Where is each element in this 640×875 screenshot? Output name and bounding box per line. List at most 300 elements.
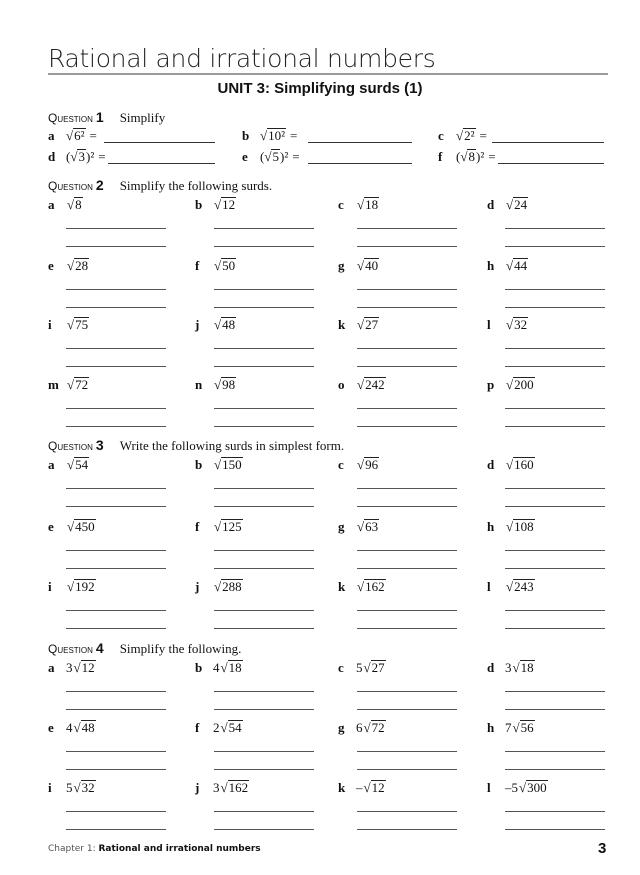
item-label: l (487, 780, 491, 795)
answer-line[interactable] (66, 307, 166, 308)
radical-sign-icon: √ (220, 720, 228, 735)
item-label: p (487, 377, 495, 392)
answer-line[interactable] (66, 751, 166, 752)
item-label: b (195, 660, 203, 675)
answer-line[interactable] (357, 811, 457, 812)
radical-sign-icon: √ (214, 457, 222, 472)
answer-line[interactable] (214, 751, 314, 752)
answer-line[interactable] (505, 348, 605, 349)
radicand: 48 (222, 317, 236, 332)
radicand: 72 (371, 720, 385, 735)
radical-sign-icon: √ (70, 149, 78, 164)
item-label: i (48, 780, 52, 795)
radical-sign-icon: √ (214, 579, 222, 594)
question-item (487, 659, 535, 677)
answer-line[interactable] (505, 506, 605, 507)
item-label: h (487, 258, 495, 273)
item-label: a (48, 457, 55, 472)
answer-line[interactable] (66, 811, 166, 812)
answer-line[interactable] (505, 366, 605, 367)
answer-line[interactable] (66, 408, 166, 409)
answer-line[interactable] (66, 366, 166, 367)
question-item (48, 779, 96, 797)
surd-expression (505, 659, 535, 677)
radical-sign-icon: √ (67, 519, 75, 534)
question-number: 4 (95, 640, 104, 656)
question-item (195, 518, 243, 536)
surd-expression (505, 779, 548, 797)
question-item (242, 148, 300, 166)
radical-sign-icon: √ (357, 519, 365, 534)
radical-sign-icon: √ (506, 258, 514, 273)
answer-line[interactable] (66, 709, 166, 710)
question-item (487, 719, 535, 737)
item-label: f (195, 720, 200, 735)
chapter-title: Rational and irrational numbers (48, 44, 436, 73)
surd-expression (213, 518, 243, 536)
question-number: 2 (95, 177, 104, 193)
radical-sign-icon: √ (357, 579, 365, 594)
radical-sign-icon: √ (264, 149, 272, 164)
radical-sign-icon: √ (506, 317, 514, 332)
question-item (48, 659, 96, 677)
radical-sign-icon: √ (67, 317, 75, 332)
surd-expression (356, 779, 386, 797)
surd-expression (456, 148, 496, 166)
item-label: k (338, 317, 346, 332)
question-item (487, 518, 535, 536)
question-item (48, 578, 96, 596)
answer-line[interactable] (357, 348, 457, 349)
answer-line[interactable] (357, 228, 457, 229)
radicand: 150 (222, 457, 242, 472)
answer-line[interactable] (505, 568, 605, 569)
question-item (48, 518, 96, 536)
radical-sign-icon: √ (220, 780, 228, 795)
item-label: i (48, 317, 52, 332)
surd-expression (356, 376, 386, 394)
answer-line[interactable] (214, 829, 314, 830)
radicand: 12 (371, 780, 385, 795)
radicand: 6² (74, 128, 85, 143)
coefficient: 4 (213, 660, 220, 675)
radicand: 40 (365, 258, 379, 273)
answer-line[interactable] (357, 628, 457, 629)
question-item (195, 257, 236, 275)
surd-expression (356, 316, 379, 334)
surd-expression (66, 257, 89, 275)
answer-line[interactable] (66, 289, 166, 290)
answer-line[interactable] (214, 769, 314, 770)
answer-line[interactable] (357, 829, 457, 830)
radicand: 18 (365, 197, 379, 212)
surd-expression (356, 719, 386, 737)
coefficient: –5 (505, 780, 518, 795)
item-label: g (338, 519, 345, 534)
question-item (195, 456, 243, 474)
radicand: 2² (464, 128, 475, 143)
surd-expression (213, 196, 236, 214)
footer-chapter-name: Rational and irrational numbers (98, 844, 261, 854)
answer-line[interactable] (66, 568, 166, 569)
answer-line[interactable] (505, 408, 605, 409)
answer-line[interactable] (214, 246, 314, 247)
item-label: b (195, 197, 203, 212)
surd-expression (260, 148, 300, 166)
equals-sign: = (479, 128, 487, 143)
surd-expression (505, 578, 535, 596)
answer-line[interactable] (308, 142, 412, 143)
radical-sign-icon: √ (73, 660, 81, 675)
answer-line[interactable] (357, 488, 457, 489)
answer-line[interactable] (66, 228, 166, 229)
radicand: 162 (228, 780, 249, 795)
surd-expression (505, 376, 535, 394)
answer-line[interactable] (66, 506, 166, 507)
answer-line[interactable] (505, 751, 605, 752)
radicand: 200 (514, 377, 534, 392)
question-item (195, 316, 236, 334)
question-item (438, 148, 496, 166)
item-label: k (338, 579, 346, 594)
radicand: 162 (365, 579, 385, 594)
answer-line[interactable] (357, 550, 457, 551)
surd-expression (505, 196, 528, 214)
item-label: a (48, 197, 55, 212)
item-label: b (195, 457, 203, 472)
answer-line[interactable] (498, 163, 604, 164)
radicand: 96 (365, 457, 379, 472)
item-label: e (242, 149, 248, 164)
radicand: 5 (272, 149, 279, 164)
question-item (48, 316, 89, 334)
question-number: 1 (95, 109, 104, 125)
radicand: 10² (268, 128, 286, 143)
answer-line[interactable] (66, 488, 166, 489)
answer-line[interactable] (505, 426, 605, 427)
surd-expression (66, 376, 89, 394)
radical-sign-icon: √ (67, 197, 75, 212)
coefficient: 2 (213, 720, 220, 735)
answer-line[interactable] (214, 811, 314, 812)
footer-chapter (48, 844, 261, 854)
answer-line[interactable] (505, 488, 605, 489)
item-label: i (48, 579, 52, 594)
radicand: 54 (228, 720, 242, 735)
answer-line[interactable] (357, 506, 457, 507)
surd-expression (213, 257, 236, 275)
radical-sign-icon: √ (214, 258, 222, 273)
open-paren: ( (66, 149, 71, 164)
radicand: 24 (514, 197, 528, 212)
surd-expression (356, 456, 379, 474)
item-label: e (48, 258, 54, 273)
answer-line[interactable] (214, 366, 314, 367)
radical-sign-icon: √ (220, 660, 228, 675)
answer-line[interactable] (66, 426, 166, 427)
radicand: 300 (527, 780, 547, 795)
radicand: 192 (75, 579, 95, 594)
radical-sign-icon: √ (512, 660, 520, 675)
question-item (48, 127, 97, 145)
answer-line[interactable] (505, 228, 605, 229)
surd-expression (356, 518, 379, 536)
answer-line[interactable] (357, 568, 457, 569)
radicand: 160 (514, 457, 534, 472)
radicand: 3 (78, 149, 85, 164)
answer-line[interactable] (66, 628, 166, 629)
surd-expression (356, 196, 379, 214)
radicand: 48 (81, 720, 95, 735)
radicand: 242 (365, 377, 385, 392)
radical-sign-icon: √ (506, 197, 514, 212)
radicand: 54 (75, 457, 89, 472)
question-instruction: Simplify the following. (119, 641, 242, 656)
item-label: d (487, 457, 495, 472)
answer-line[interactable] (357, 709, 457, 710)
surd-expression (213, 456, 243, 474)
question-item (195, 196, 236, 214)
answer-line[interactable] (505, 550, 605, 551)
surd-expression (66, 196, 83, 214)
answer-line[interactable] (357, 610, 457, 611)
coefficient: 5 (356, 660, 363, 675)
answer-line[interactable] (357, 307, 457, 308)
answer-line[interactable] (214, 628, 314, 629)
radicand: 12 (81, 660, 95, 675)
radical-sign-icon: √ (357, 197, 365, 212)
question-instruction: Simplify the following surds. (119, 178, 273, 193)
answer-line[interactable] (214, 426, 314, 427)
question-item (48, 456, 89, 474)
question-item (242, 127, 297, 145)
surd-expression (356, 257, 379, 275)
surd-expression (66, 316, 89, 334)
radical-sign-icon: √ (67, 579, 75, 594)
question-instruction: Simplify (119, 110, 166, 125)
radicand: 27 (371, 660, 385, 675)
question-item (48, 719, 96, 737)
radicand: 72 (75, 377, 89, 392)
coefficient: 6 (356, 720, 363, 735)
answer-line[interactable] (357, 691, 457, 692)
item-label: f (438, 149, 443, 164)
answer-line[interactable] (66, 348, 166, 349)
equals-sign: = (98, 149, 106, 164)
answer-line[interactable] (66, 769, 166, 770)
coefficient: 3 (213, 780, 220, 795)
answer-line[interactable] (308, 163, 412, 164)
radicand: 288 (222, 579, 242, 594)
radicand: 243 (514, 579, 534, 594)
answer-line[interactable] (214, 506, 314, 507)
exponent-suffix: )² (279, 149, 289, 164)
radical-sign-icon: √ (512, 720, 520, 735)
answer-line[interactable] (357, 426, 457, 427)
item-label: j (195, 780, 200, 795)
question-number: 3 (95, 437, 104, 453)
surd-expression (66, 779, 96, 797)
item-label: c (438, 128, 444, 143)
question-item (195, 659, 243, 677)
answer-line[interactable] (214, 228, 314, 229)
answer-line[interactable] (108, 163, 215, 164)
answer-line[interactable] (214, 550, 314, 551)
answer-line[interactable] (214, 610, 314, 611)
radicand: 12 (222, 197, 236, 212)
answer-line[interactable] (505, 610, 605, 611)
answer-line[interactable] (66, 550, 166, 551)
surd-expression (66, 148, 106, 166)
answer-line[interactable] (505, 289, 605, 290)
surd-expression (356, 659, 386, 677)
surd-expression (213, 376, 236, 394)
surd-expression (505, 518, 535, 536)
answer-line[interactable] (357, 751, 457, 752)
radical-sign-icon: √ (456, 128, 464, 143)
radicand: 108 (514, 519, 534, 534)
radicand: 44 (514, 258, 528, 273)
radicand: 32 (514, 317, 528, 332)
surd-expression (505, 456, 535, 474)
radical-sign-icon: √ (67, 258, 75, 273)
surd-expression (213, 578, 243, 596)
coefficient: 3 (505, 660, 512, 675)
question-item (487, 578, 535, 596)
item-label: d (48, 149, 56, 164)
radical-sign-icon: √ (506, 519, 514, 534)
answer-line[interactable] (505, 246, 605, 247)
surd-expression (505, 257, 528, 275)
open-paren: ( (260, 149, 265, 164)
item-label: e (48, 519, 54, 534)
unit-title: UNIT 3: Simplifying surds (1) (217, 80, 423, 97)
question-item (338, 779, 386, 797)
footer-chapter-prefix: Chapter 1: (48, 844, 99, 854)
item-label: o (338, 377, 345, 392)
answer-line[interactable] (505, 769, 605, 770)
radical-sign-icon: √ (66, 128, 74, 143)
radicand: 50 (222, 258, 236, 273)
open-paren: ( (456, 149, 461, 164)
question-word: Question (48, 111, 93, 125)
question-item (48, 376, 89, 394)
answer-line[interactable] (214, 568, 314, 569)
radical-sign-icon: √ (214, 197, 222, 212)
question-item (438, 127, 487, 145)
radical-sign-icon: √ (73, 780, 81, 795)
question-item (338, 196, 379, 214)
item-label: c (338, 197, 344, 212)
coefficient: 3 (66, 660, 73, 675)
answer-line[interactable] (66, 829, 166, 830)
surd-expression (66, 127, 97, 145)
radical-sign-icon: √ (506, 377, 514, 392)
answer-line[interactable] (357, 408, 457, 409)
radicand: 8 (75, 197, 82, 212)
radical-sign-icon: √ (357, 258, 365, 273)
answer-line[interactable] (214, 348, 314, 349)
question-heading (48, 177, 272, 195)
question-item (195, 779, 249, 797)
item-label: g (338, 720, 345, 735)
answer-line[interactable] (214, 289, 314, 290)
radical-sign-icon: √ (357, 317, 365, 332)
radical-sign-icon: √ (260, 128, 268, 143)
surd-expression (260, 127, 297, 145)
item-label: l (487, 317, 491, 332)
answer-line[interactable] (214, 408, 314, 409)
answer-line[interactable] (505, 829, 605, 830)
surd-expression (505, 719, 535, 737)
item-label: m (48, 377, 59, 392)
answer-line[interactable] (214, 709, 314, 710)
answer-line[interactable] (66, 246, 166, 247)
item-label: n (195, 377, 203, 392)
answer-line[interactable] (214, 691, 314, 692)
item-label: j (195, 317, 200, 332)
radical-sign-icon: √ (214, 519, 222, 534)
question-heading (48, 640, 241, 658)
surd-expression (213, 659, 243, 677)
equals-sign: = (290, 128, 298, 143)
equals-sign: = (488, 149, 496, 164)
radical-sign-icon: √ (214, 317, 222, 332)
answer-line[interactable] (505, 811, 605, 812)
page-number: 3 (598, 840, 607, 857)
coefficient: 4 (66, 720, 73, 735)
answer-line[interactable] (214, 488, 314, 489)
answer-line[interactable] (357, 769, 457, 770)
answer-line[interactable] (505, 709, 605, 710)
equals-sign: = (292, 149, 300, 164)
question-heading (48, 437, 344, 455)
surd-expression (505, 316, 528, 334)
question-item (487, 456, 535, 474)
item-label: l (487, 579, 491, 594)
item-label: d (487, 660, 495, 675)
surd-expression (213, 316, 236, 334)
answer-line[interactable] (214, 307, 314, 308)
answer-line[interactable] (357, 246, 457, 247)
answer-line[interactable] (66, 691, 166, 692)
answer-line[interactable] (104, 142, 215, 143)
radicand: 75 (75, 317, 89, 332)
surd-expression (66, 719, 96, 737)
answer-line[interactable] (492, 142, 604, 143)
item-label: e (48, 720, 54, 735)
coefficient: 5 (66, 780, 73, 795)
answer-line[interactable] (505, 307, 605, 308)
question-word: Question (48, 642, 93, 656)
question-heading (48, 109, 165, 127)
answer-line[interactable] (357, 366, 457, 367)
radicand: 28 (75, 258, 89, 273)
radical-sign-icon: √ (357, 377, 365, 392)
radical-sign-icon: √ (506, 579, 514, 594)
answer-line[interactable] (66, 610, 166, 611)
item-label: f (195, 258, 200, 273)
radicand: 32 (81, 780, 95, 795)
answer-line[interactable] (357, 289, 457, 290)
question-word: Question (48, 439, 93, 453)
item-label: k (338, 780, 346, 795)
item-label: b (242, 128, 250, 143)
answer-line[interactable] (505, 691, 605, 692)
answer-line[interactable] (505, 628, 605, 629)
item-label: a (48, 660, 55, 675)
question-item (487, 316, 528, 334)
